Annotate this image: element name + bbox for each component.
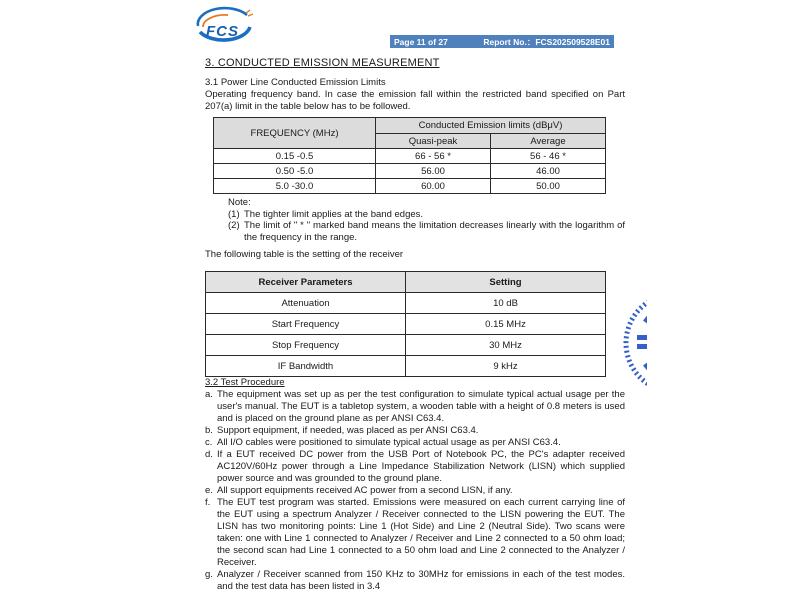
list-item [205,389,625,425]
conducted-emission-limits-table [213,117,606,194]
receiver-param-cell: Attenuation [206,293,406,314]
receiver-setting-cell: 10 dB [406,293,606,314]
section-3-2-heading: 3.2 Test Procedure [205,377,285,388]
limits-freq-cell: 5.0 -30.0 [214,179,376,194]
limits-qp-cell: 66 - 56 * [376,149,491,164]
verification-stamp-icon [617,291,647,395]
list-item [205,497,625,569]
header-bar [390,35,614,48]
note-item-text: The limit of " * " marked band means the limitation decreases linearly with the logarithm of the frequency in the range. [244,220,625,244]
list-item-label: c. [205,437,213,448]
receiver-parameters-header: Receiver Parameters [206,272,406,293]
list-item [205,437,625,449]
receiver-param-cell: Stop Frequency [206,335,406,356]
list-item-text: If a EUT received DC power from the USB Port of Notebook PC, the PC's adapter received AC120V/60Hz power through a Line Impedance Stabilization Network (LISN) which supplied power source and was grounded to the ground plane. [217,449,625,484]
report-number-label: Report No.：FCS202509528E01 [483,36,610,47]
limits-average-header: Average [491,134,606,149]
fcs-logo-icon [192,5,256,47]
limits-span-header: Conducted Emission limits (dBμV) [376,118,606,134]
table-row [206,356,606,377]
note-item-number: (2) [228,220,240,232]
limits-qp-cell: 56.00 [376,164,491,179]
section-3-1-heading: 3.1 Power Line Conducted Emission Limits [205,77,386,88]
receiver-setting-cell: 30 MHz [406,335,606,356]
list-item-label: d. [205,449,213,460]
limits-freq-cell: 0.50 -5.0 [214,164,376,179]
section-3-1-paragraph: Operating frequency band. In case the emission fall within the restricted band specified on Part 207(a) limit in the table below has to be followed. [205,89,625,112]
limits-avg-cell: 50.00 [491,179,606,194]
note-item-number: (1) [228,208,240,220]
receiver-setting-cell: 0.15 MHz [406,314,606,335]
table-row [206,335,606,356]
limits-col-frequency-header: FREQUENCY (MHz) [214,118,376,149]
page-number-label: Page 11 of 27 [394,36,448,47]
list-item-label: e. [205,485,213,496]
setting-header: Setting [406,272,606,293]
procedure-list [205,389,625,593]
note-item-1 [228,209,625,221]
limits-avg-cell: 46.00 [491,164,606,179]
list-item [205,485,625,497]
receiver-setting-cell: 9 kHz [406,356,606,377]
list-item-label: b. [205,425,213,436]
list-item-text: All support equipments received AC power from a second LISN, if any. [217,485,513,496]
list-item-text: The equipment was set up as per the test configuration to simulate typical actual usage per the user's manual. The EUT is a tabletop system, a wooden table with a height of 0.8 meters is used and is placed on the ground plane as per ANSI C63.4. [217,389,625,424]
section-title: 3. CONDUCTED EMISSION MEASUREMENT [205,57,440,69]
limits-quasi-peak-header: Quasi-peak [376,134,491,149]
note-item-2 [228,220,625,243]
list-item-text: Analyzer / Receiver scanned from 150 KHz to 30MHz for emissions in each of the test modes. and the test data has been listed in 3.4 [217,569,625,592]
table-row [206,293,606,314]
list-item-text: Support equipment, if needed, was placed as per ANSI C63.4. [217,425,479,436]
receiver-table-intro: The following table is the setting of the receiver [205,249,404,260]
table-row [214,179,606,194]
list-item [205,449,625,485]
list-item-label: f. [205,497,211,508]
table-row [206,314,606,335]
table-row [214,149,606,164]
note-item-text: The tighter limit applies at the band edges. [244,208,424,220]
list-item [205,425,625,437]
receiver-param-cell: Start Frequency [206,314,406,335]
limits-avg-cell: 56 - 46 * [491,149,606,164]
limits-qp-cell: 60.00 [376,179,491,194]
fcs-logo-text: FCS [206,23,239,40]
limits-freq-cell: 0.15 -0.5 [214,149,376,164]
note-label: Note: [228,197,251,208]
table-row [214,164,606,179]
list-item-label: g. [205,569,213,580]
list-item-label: a. [205,389,213,400]
list-item-text: The EUT test program was started. Emissions were measured on each current carrying line of the EUT using a spectrum Analyzer / Receiver connected to the LISN powering the EUT. The LISN has two monitoring points: Line 1 (Hot Side) and Line 2 (Neutral Side). Two scans were taken: one with Line 1 connected to Analyzer / Receiver and Line 2 connected to a 50 ohm load; the second scan had Line 1 connected to a 50 ohm load and Line 2 connected to the Analyzer / Receiver. [217,497,625,568]
receiver-settings-table [205,271,606,377]
list-item-text: All I/O cables were positioned to simulate typical actual usage as per ANSI C63.4. [217,437,561,448]
receiver-param-cell: IF Bandwidth [206,356,406,377]
note-block [228,197,625,244]
list-item [205,569,625,593]
